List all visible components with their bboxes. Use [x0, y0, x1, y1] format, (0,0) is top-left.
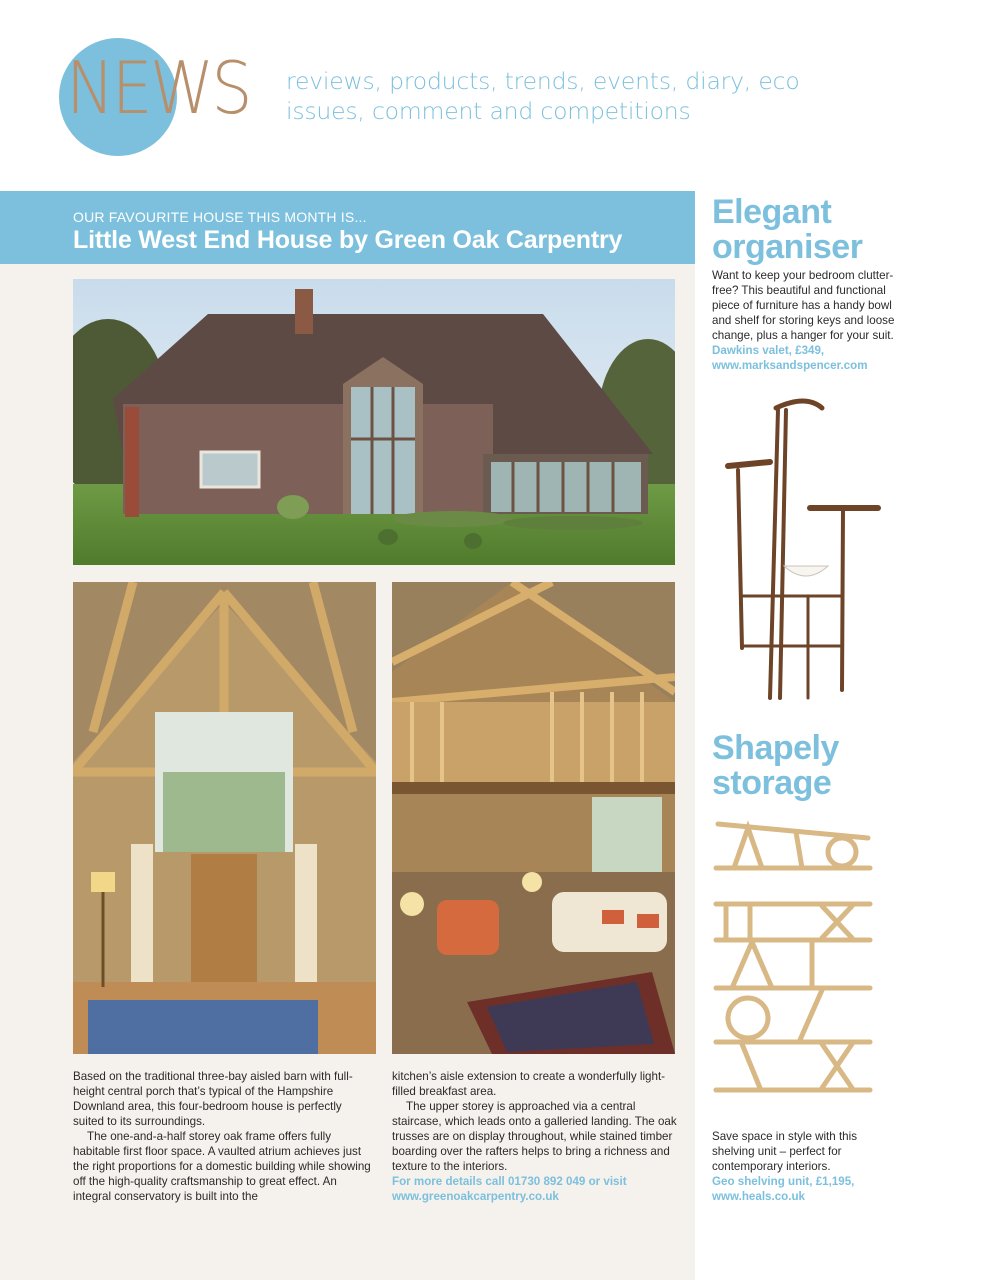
- article-paragraph: kitchen’s aisle extension to create a wonderfully light-filled breakfast area.: [392, 1070, 666, 1098]
- website-link[interactable]: www.greenoakcarpentry.co.uk: [392, 1190, 559, 1203]
- product-link[interactable]: www.marksandspencer.com: [712, 359, 868, 372]
- product-title-line: Elegant: [712, 193, 832, 231]
- article-paragraph: Based on the traditional three-bay aisled barn with full-height central porch that’s typical of the Hampshire Downland area, this four-bedroom house is perfectly suited to its surroundings.: [73, 1070, 353, 1128]
- feature-kicker: OUR FAVOURITE HOUSE THIS MONTH IS...: [73, 209, 367, 225]
- product-description: [712, 268, 904, 373]
- feature-title: Little West End House by Green Oak Carpentry: [73, 226, 623, 254]
- product-title-line: organiser: [712, 228, 863, 266]
- article-paragraph: The upper storey is approached via a central staircase, which leads onto a galleried landing. The oak trusses are on display throughout, while stained timber boarding over the rafters helps to bring a richness and texture to the interiors.: [392, 1100, 677, 1173]
- contact-line: For more details call 01730 892 049 or visit: [392, 1175, 627, 1188]
- shelving-unit-image: [712, 818, 874, 1096]
- living-room-photo: [392, 582, 675, 1054]
- product-price: Geo shelving unit, £1,195,: [712, 1175, 855, 1188]
- section-tagline: [286, 66, 846, 126]
- news-logo-text: NEWS: [66, 46, 250, 130]
- tagline-line-1: reviews, products, trends, events, diary, eco: [286, 67, 800, 95]
- product-link[interactable]: www.heals.co.uk: [712, 1190, 805, 1203]
- product-price: Dawkins valet, £349,: [712, 344, 825, 357]
- article-column-1: [73, 1069, 371, 1204]
- product-text: Want to keep your bedroom clutter-free? This beautiful and functional piece of furniture has a handy bowl and shelf for storing keys and loose change, plus a hanger for your suit.: [712, 269, 895, 342]
- product-title: [712, 731, 839, 801]
- porch-interior-photo: [73, 582, 376, 1054]
- article-column-2: [392, 1069, 677, 1204]
- product-title: [712, 195, 862, 265]
- product-text: Save space in style with this shelving unit – perfect for contemporary interiors.: [712, 1130, 857, 1173]
- article-paragraph: The one-and-a-half storey oak frame offers fully habitable first floor space. A vaulted atrium achieves just the right proportions for a domestic building while showing off the high-quality craftsmanship to great effect. An integral conservatory is built into the: [73, 1130, 371, 1203]
- valet-stand-image: [718, 398, 884, 716]
- product-description: [712, 1129, 882, 1204]
- product-title-line: Shapely: [712, 729, 839, 767]
- product-title-line: storage: [712, 764, 832, 802]
- house-exterior-photo: [73, 279, 675, 565]
- tagline-line-2: issues, comment and competitions: [286, 97, 691, 125]
